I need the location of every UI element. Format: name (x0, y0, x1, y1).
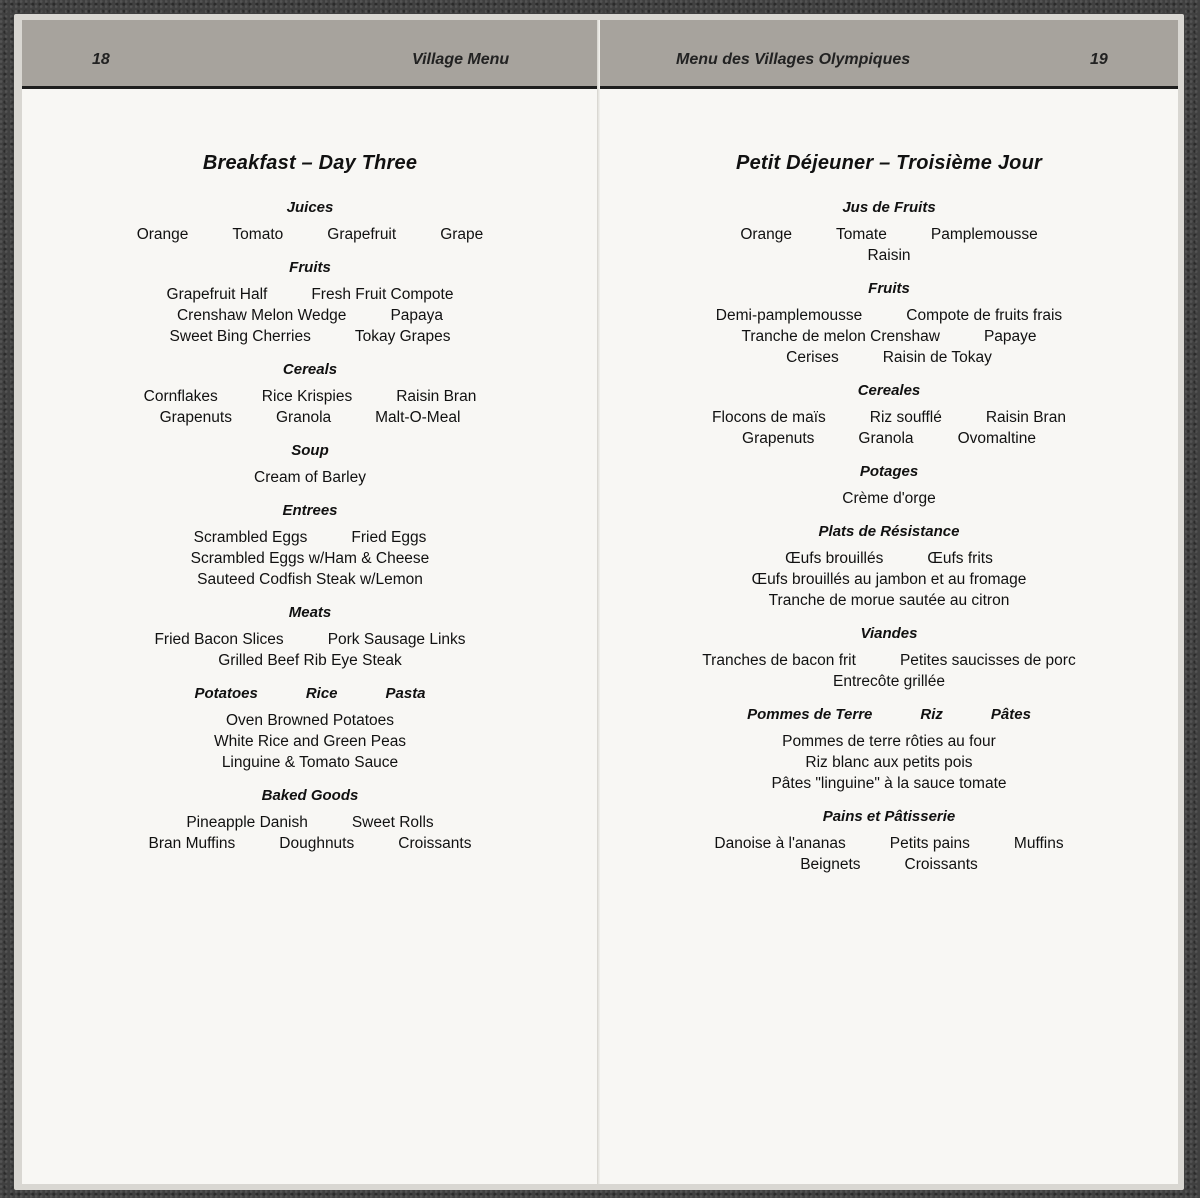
menu-section (600, 280, 1178, 368)
menu-item: Grape (440, 226, 484, 243)
right-page (600, 20, 1178, 1184)
menu-item: Pâtes "linguine" à la sauce tomate (771, 775, 1007, 792)
menu-row (600, 569, 1178, 590)
menu-row (600, 671, 1178, 692)
menu-item: Fresh Fruit Compote (311, 286, 454, 303)
menu-item: Grapefruit Half (166, 286, 268, 303)
right-header-band (600, 20, 1178, 89)
menu-row (22, 731, 598, 752)
section-headings-row (22, 685, 598, 702)
menu-item: Sweet Bing Cherries (169, 328, 311, 345)
menu-row (600, 326, 1178, 347)
menu-item: Danoise à l'ananas (714, 835, 846, 852)
menu-item: Demi-pamplemousse (715, 307, 863, 324)
menu-item: Raisin Bran (985, 409, 1066, 426)
menu-row (600, 428, 1178, 449)
menu-item: Cerises (786, 349, 839, 366)
menu-item: Granola (275, 409, 332, 426)
menu-section (600, 463, 1178, 509)
menu-row (600, 590, 1178, 611)
menu-row (600, 854, 1178, 875)
menu-item: Raisin de Tokay (882, 349, 992, 366)
section-heading: Entrees (282, 502, 338, 519)
menu-item: Pamplemousse (930, 226, 1038, 243)
menu-row (600, 407, 1178, 428)
section-heading: Baked Goods (261, 787, 359, 804)
menu-row (22, 833, 598, 854)
menu-item: Tranche de morue sautée au citron (768, 592, 1010, 609)
right-sections (600, 199, 1178, 875)
menu-item: Tranches de bacon frit (702, 652, 856, 669)
menu-item: Flocons de maïs (712, 409, 826, 426)
menu-row (22, 710, 598, 731)
section-heading: Pâtes (990, 706, 1031, 723)
menu-item: Pineapple Danish (186, 814, 308, 831)
section-heading: Potatoes (194, 685, 258, 702)
menu-row (22, 284, 598, 305)
menu-item: Riz blanc aux petits pois (805, 754, 973, 771)
menu-item: White Rice and Green Peas (213, 733, 407, 750)
menu-row (22, 224, 598, 245)
menu-item: Bran Muffins (148, 835, 236, 852)
menu-row (600, 305, 1178, 326)
menu-item: Scrambled Eggs w/Ham & Cheese (190, 550, 430, 567)
menu-item: Ovomaltine (957, 430, 1036, 447)
section-heading: Juices (286, 199, 334, 216)
menu-row (22, 305, 598, 326)
section-heading: Rice (305, 685, 338, 702)
menu-item: Œufs brouillés au jambon et au fromage (751, 571, 1027, 588)
menu-row (600, 224, 1178, 245)
menu-section (22, 442, 598, 488)
menu-section (600, 382, 1178, 449)
menu-item: Sauteed Codfish Steak w/Lemon (197, 571, 423, 588)
menu-item: Crème d'orge (842, 490, 936, 507)
menu-row (600, 773, 1178, 794)
menu-row (600, 245, 1178, 266)
section-heading: Cereals (282, 361, 338, 378)
menu-item: Tranche de melon Crenshaw (741, 328, 940, 345)
menu-item: Grapenuts (742, 430, 815, 447)
menu-item: Œufs brouillés (785, 550, 884, 567)
menu-item: Cornflakes (143, 388, 218, 405)
menu-item: Pommes de terre rôties au four (782, 733, 996, 750)
section-headings-row (600, 706, 1178, 723)
menu-section (600, 523, 1178, 611)
right-menu-content (600, 148, 1178, 875)
menu-item: Sweet Rolls (351, 814, 434, 831)
left-header-band (22, 20, 598, 89)
menu-item: Raisin (867, 247, 911, 264)
menu-row (22, 527, 598, 548)
left-running-title: Village Menu (412, 51, 510, 68)
menu-section (600, 199, 1178, 266)
menu-item: Grapefruit (327, 226, 397, 243)
menu-item: Oven Browned Potatoes (225, 712, 395, 729)
menu-item: Granola (858, 430, 914, 447)
menu-section (22, 604, 598, 671)
menu-row (22, 752, 598, 773)
menu-item: Petits pains (889, 835, 970, 852)
menu-item: Crenshaw Melon Wedge (176, 307, 347, 324)
left-page (22, 20, 598, 1184)
menu-row (600, 731, 1178, 752)
left-menu-content (22, 148, 598, 854)
menu-item: Petites saucisses de porc (899, 652, 1076, 669)
menu-row (22, 812, 598, 833)
section-heading: Fruits (868, 280, 910, 297)
menu-item: Cream of Barley (254, 469, 366, 486)
menu-row (22, 467, 598, 488)
menu-item: Papaye (983, 328, 1037, 345)
menu-item: Muffins (1013, 835, 1064, 852)
menu-section (600, 808, 1178, 875)
section-heading: Viandes (860, 625, 918, 642)
menu-row (600, 488, 1178, 509)
menu-section (22, 259, 598, 347)
section-heading: Riz (920, 706, 943, 723)
left-sections (22, 199, 598, 854)
section-heading: Pommes de Terre (747, 706, 873, 723)
menu-row (22, 386, 598, 407)
section-heading: Jus de Fruits (842, 199, 936, 216)
menu-item: Rice Krispies (261, 388, 353, 405)
menu-item: Scrambled Eggs (193, 529, 308, 546)
section-heading: Meats (288, 604, 332, 621)
menu-item: Linguine & Tomato Sauce (221, 754, 399, 771)
right-menu-title: Petit Déjeuner – Troisième Jour (736, 152, 1042, 174)
menu-section (22, 685, 598, 773)
menu-item: Papaya (390, 307, 444, 324)
menu-row (22, 650, 598, 671)
menu-item: Tokay Grapes (354, 328, 451, 345)
menu-section (600, 706, 1178, 794)
menu-row (22, 569, 598, 590)
menu-row (600, 752, 1178, 773)
menu-section (600, 625, 1178, 692)
section-heading: Soup (291, 442, 329, 459)
menu-item: Croissants (398, 835, 472, 852)
menu-section (22, 502, 598, 590)
menu-row (600, 347, 1178, 368)
menu-item: Croissants (904, 856, 978, 873)
left-menu-title: Breakfast – Day Three (202, 152, 418, 174)
section-heading: Pains et Pâtisserie (822, 808, 956, 825)
right-page-number: 19 (1090, 51, 1108, 68)
right-running-title: Menu des Villages Olympiques (676, 51, 911, 68)
menu-section (22, 361, 598, 428)
menu-row (22, 326, 598, 347)
menu-item: Doughnuts (279, 835, 355, 852)
menu-item: Fried Eggs (351, 529, 427, 546)
menu-item: Compote de fruits frais (906, 307, 1063, 324)
menu-row (22, 407, 598, 428)
menu-section (22, 199, 598, 245)
section-heading: Potages (859, 463, 919, 480)
menu-item: Beignets (800, 856, 861, 873)
section-heading: Cereales (857, 382, 921, 399)
menu-row (22, 629, 598, 650)
menu-item: Orange (740, 226, 793, 243)
menu-item: Malt-O-Meal (375, 409, 461, 426)
menu-row (600, 548, 1178, 569)
menu-row (600, 833, 1178, 854)
menu-item: Raisin Bran (396, 388, 477, 405)
menu-item: Grilled Beef Rib Eye Steak (218, 652, 402, 669)
menu-item: Grapenuts (159, 409, 232, 426)
menu-item: Entrecôte grillée (832, 673, 945, 690)
menu-section (22, 787, 598, 854)
menu-item: Fried Bacon Slices (154, 631, 284, 648)
menu-item: Tomate (836, 226, 887, 243)
section-heading: Fruits (289, 259, 331, 276)
left-page-number: 18 (92, 51, 110, 68)
section-heading: Pasta (385, 685, 426, 702)
menu-row (600, 650, 1178, 671)
menu-item: Tomato (232, 226, 284, 243)
menu-item: Pork Sausage Links (327, 631, 466, 648)
section-heading: Plats de Résistance (818, 523, 960, 540)
menu-item: Œufs frits (927, 550, 993, 567)
menu-row (22, 548, 598, 569)
menu-item: Riz soufflé (869, 409, 942, 426)
menu-item: Orange (136, 226, 189, 243)
